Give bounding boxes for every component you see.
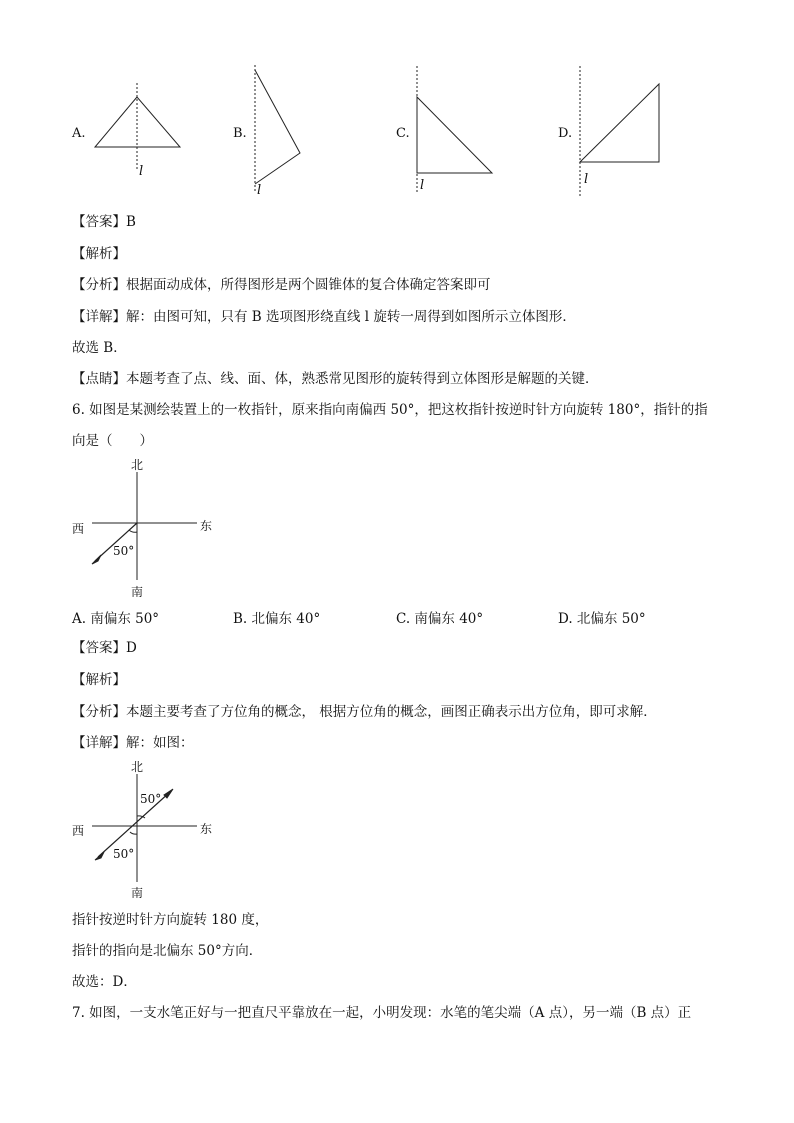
compass-1-angle: 50°: [113, 544, 135, 558]
compass-1-north: 北: [131, 458, 144, 472]
q5-analysis-heading: 【解析】: [72, 246, 126, 262]
option-c-axis-label: l: [420, 178, 425, 193]
compass-1-east: 东: [200, 519, 213, 533]
compass-2-east: 东: [200, 822, 213, 836]
q6-analysis: 【分析】本题主要考查了方位角的概念， 根据方位角的概念，画图正确表示出方位角，即可求解．: [72, 704, 657, 720]
q6-detail: 【详解】解：如图：: [72, 735, 194, 751]
compass-2-angle-top: 50°: [140, 792, 162, 806]
option-d-axis-label: l: [584, 172, 589, 187]
q5-comment: 【点睛】本题考查了点、线、面、体，熟悉常见图形的旋转得到立体图形是解题的关键．: [72, 371, 599, 387]
q5-analysis: 【分析】根据面动成体，所得图形是两个圆锥体的复合体确定答案即可: [72, 277, 491, 293]
q6-step1: 指针按逆时针方向旋转 180 度，: [72, 912, 269, 928]
q6-choose: 故选：D．: [72, 974, 137, 990]
compass-2-south: 南: [131, 886, 144, 900]
option-d-label: D.: [558, 126, 573, 141]
q6-choice-d: D. 北偏东 50°: [558, 611, 646, 627]
q6-choice-c: C. 南偏东 40°: [396, 611, 484, 627]
compass-2-west: 西: [72, 824, 85, 838]
option-a-label: A.: [72, 126, 86, 141]
compass-2-north: 北: [131, 760, 144, 774]
option-b-axis-label: l: [257, 183, 262, 198]
q6-stem-line1: 6. 如图是某测绘装置上的一枚指针，原来指向南偏西 50°，把这枚指针按逆时针方向旋转 180°，指针的指: [72, 402, 708, 418]
q6-stem-line2: 向是（ ）: [72, 433, 153, 449]
compass-1-west: 西: [72, 522, 85, 536]
compass-2-angle-bottom: 50°: [113, 847, 135, 861]
q6-choice-a: A. 南偏东 50°: [72, 611, 160, 627]
compass-1-south: 南: [131, 585, 144, 599]
q5-detail: 【详解】解：由图可知，只有 B 选项图形绕直线 l 旋转一周得到如图所示立体图形．: [72, 309, 576, 325]
q6-step2: 指针的指向是北偏东 50°方向．: [72, 943, 263, 959]
q7-stem-line1: 7. 如图，一支水笔正好与一把直尺平靠放在一起，小明发现：水笔的笔尖端（A 点），另一端（B 点）正: [72, 1005, 692, 1021]
q5-choose: 故选 B．: [72, 340, 127, 356]
q6-choice-b: B. 北偏东 40°: [233, 611, 321, 627]
q6-analysis-heading: 【解析】: [72, 672, 126, 688]
option-b-label: B.: [233, 126, 247, 141]
option-a-axis-label: l: [139, 164, 144, 179]
option-c-label: C.: [396, 126, 410, 141]
q6-answer: 【答案】D: [72, 640, 137, 656]
q5-answer: 【答案】B: [72, 214, 136, 230]
